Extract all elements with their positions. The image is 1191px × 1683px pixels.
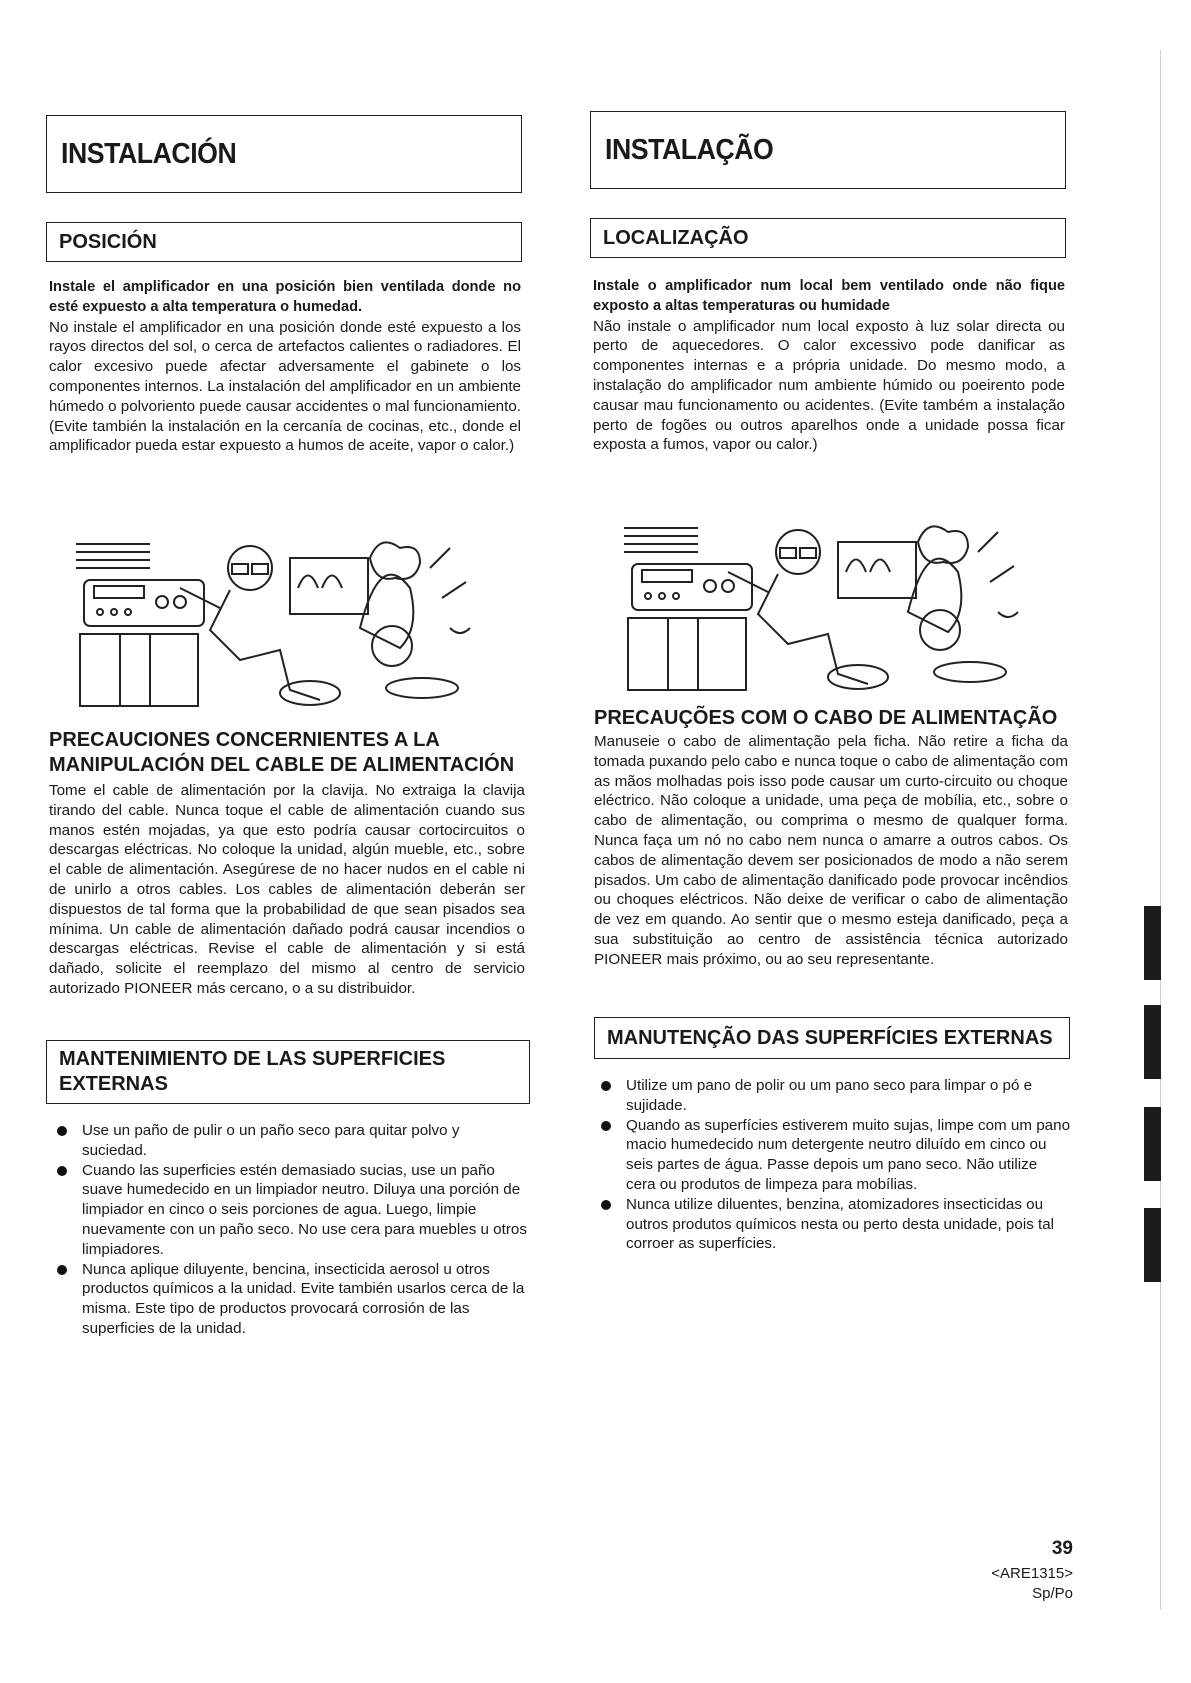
side-tab-2 — [1144, 1005, 1161, 1079]
position-lead-pt: Instale o amplificador num local bem ventilado onde não fique exposto a altas temperaturas ou humidade — [593, 278, 1065, 314]
subsection-heading-maint-pt: MANUTENÇÃO DAS SUPERFÍCIES EXTERNAS — [607, 1026, 1053, 1049]
cable-heading-pt: PRECAUÇÕES COM O CABO DE ALIMENTAÇÃO — [594, 707, 1058, 729]
section-title-pt: INSTALAÇÃO — [605, 133, 774, 166]
side-tab-1 — [1144, 906, 1161, 980]
side-tab-3 — [1144, 1107, 1161, 1181]
bullet-icon — [57, 1126, 67, 1136]
side-tab-4 — [1144, 1208, 1161, 1282]
cable-text-pt: Manuseie o cabo de alimentação pela ficha. Não retire a ficha da tomada puxando pelo cabo e nunca toque o cabo de alimentação com as mãos molhadas pois isso pode causar um curto-circuito ou choque eléctrico. Não coloque a unidade, uma peça de mobília, etc., sobre o cabo de alimentação, ou comprima o mesmo de qualquer forma. Nunca faça um nó no cabo nem nunca o amarre a outros cabos. Os cabos de alimentação devem ser posicionados de modo a não serem pisados. Um cabo de alimentação danificado pode provocar incêndios ou choques eléctricos. Não deixe de verificar o cabo de alimentação de vez em quando. Ao sentir que o mesmo esteja danificado, peça a sua substituição ao centro de assistência técnica autorizado PIONEER mais próximo, ou ao seu representante. — [594, 733, 1068, 968]
cable-heading-es: PRECAUCIONES CONCERNIENTES A LA MANIPULACIÓN DEL CABLE DE ALIMENTACIÓN — [49, 729, 515, 776]
bullet-icon — [601, 1121, 611, 1131]
list-item: Quando as superfícies estiverem muito sujas, limpe com um pano macio humedecido num detergente neutro diluído em cinco ou seis partes de água. Passe depois um pano seco. Não utilize cera ou produtos de limpeza para mobílias. — [596, 1116, 1070, 1195]
position-body-pt: Não instale o amplificador num local exposto à luz solar directa ou perto de aquecedores. O calor excessivo pode danificar as componentes internas e a própria unidade. Do mesmo modo, a instalação do amplificador num ambiente húmido ou poeirento pode causar mau funcionamento ou acidentes. (Evite também a instalação perto de fogões ou outros aparelhos onde a unidade possa ficar exposta a fumos, vapor ou calor.) — [593, 317, 1065, 454]
cable-text-es: Tome el cable de alimentación por la clavija. No extraiga la clavija tirando del cable. Nunca toque el cable de alimentación cuando sus manos estén mojadas, ya que esto podría causar cortocircuitos o descargas eléctricas. No coloque la unidad, algún mueble, etc., sobre el cable de alimentación. Asegúrese de no hacer nudos en el cable ni de unirlo a otros cables. Los cables de alimentación deberán ser dispuestos de tal forma que la probabilidad de que sean pisados sea mínima. Un cable de alimentación dañado podrá causar incendios o descargas eléctricas. Revise el cable de alimentación y si está dañado, solicite el reemplazo del mismo al centro de servicio autorizado PIONEER más cercano, o a su distribuidor. — [49, 782, 525, 997]
page-number: 39 — [1051, 1538, 1073, 1559]
maint-list-pt — [596, 1076, 1070, 1254]
installation-illustration-es — [70, 528, 490, 713]
maint-list-es — [52, 1121, 528, 1339]
list-item: Cuando las superficies estén demasiado sucias, use un paño suave humedecido en un limpiador neutro. Diluya una porción de limpiador en cinco o seis porciones de agua. Luego, limpie nuevamente con un paño seco. No use cera para muebles u otros limpiadores. — [52, 1161, 528, 1260]
list-item: Use un paño de pulir o un paño seco para quitar polvo y suciedad. — [52, 1121, 528, 1161]
page-edge-line — [1160, 50, 1161, 1610]
bullet-icon — [601, 1200, 611, 1210]
list-item: Nunca utilize diluentes, benzina, atomizadores insecticidas ou outros produtos químicos nesta ou perto desta unidade, pois tal corroer as superfícies. — [596, 1195, 1070, 1254]
language-code: Sp/Po — [1032, 1585, 1073, 1602]
bullet-icon — [601, 1081, 611, 1091]
list-item: Nunca aplique diluyente, bencina, insecticida aerosol u otros productos químicos a la unidad. Evite también usarlos cerca de la misma. Este tipo de productos provocará corrosión de las superficies de la unidad. — [52, 1260, 528, 1339]
subsection-heading-maint-es: MANTENIMIENTO DE LAS SUPERFICIES EXTERNAS — [59, 1048, 446, 1095]
subsection-box-position-es — [46, 222, 522, 262]
section-title-box-es — [46, 115, 522, 193]
page-footer — [991, 1538, 1073, 1604]
document-code: <ARE1315> — [991, 1565, 1073, 1582]
subsection-heading-position-es: POSICIÓN — [59, 230, 157, 253]
subsection-heading-position-pt: LOCALIZAÇÃO — [603, 226, 749, 249]
subsection-box-maint-pt — [594, 1017, 1070, 1059]
position-lead-es: Instale el amplificador en una posición bien ventilada donde no esté expuesto a alta temperatura o humedad. — [49, 279, 521, 315]
position-text-es — [49, 278, 521, 456]
subsection-box-maint-es — [46, 1040, 530, 1104]
bullet-icon — [57, 1265, 67, 1275]
position-text-pt — [593, 277, 1065, 455]
subsection-box-position-pt — [590, 218, 1066, 258]
list-item: Utilize um pano de polir ou um pano seco para limpar o pó e sujidade. — [596, 1076, 1070, 1116]
bullet-icon — [57, 1166, 67, 1176]
installation-illustration-pt — [618, 512, 1038, 697]
position-body-es: No instale el amplificador en una posición donde esté expuesto a los rayos directos del sol, o cerca de artefactos calientes o radiadores. El calor excesivo puede afectar adversamente el gabinete o los componentes internos. La instalación del amplificador en un ambiente húmedo o polvoriento puede causar accidentes o mal funcionamiento. (Evite también la instalación en la cercanía de cocinas, etc., donde el amplificador pueda estar expuesto a humos de aceite, vapor o calor.) — [49, 318, 521, 455]
section-title-es: INSTALACIÓN — [61, 137, 237, 170]
section-title-box-pt — [590, 111, 1066, 189]
